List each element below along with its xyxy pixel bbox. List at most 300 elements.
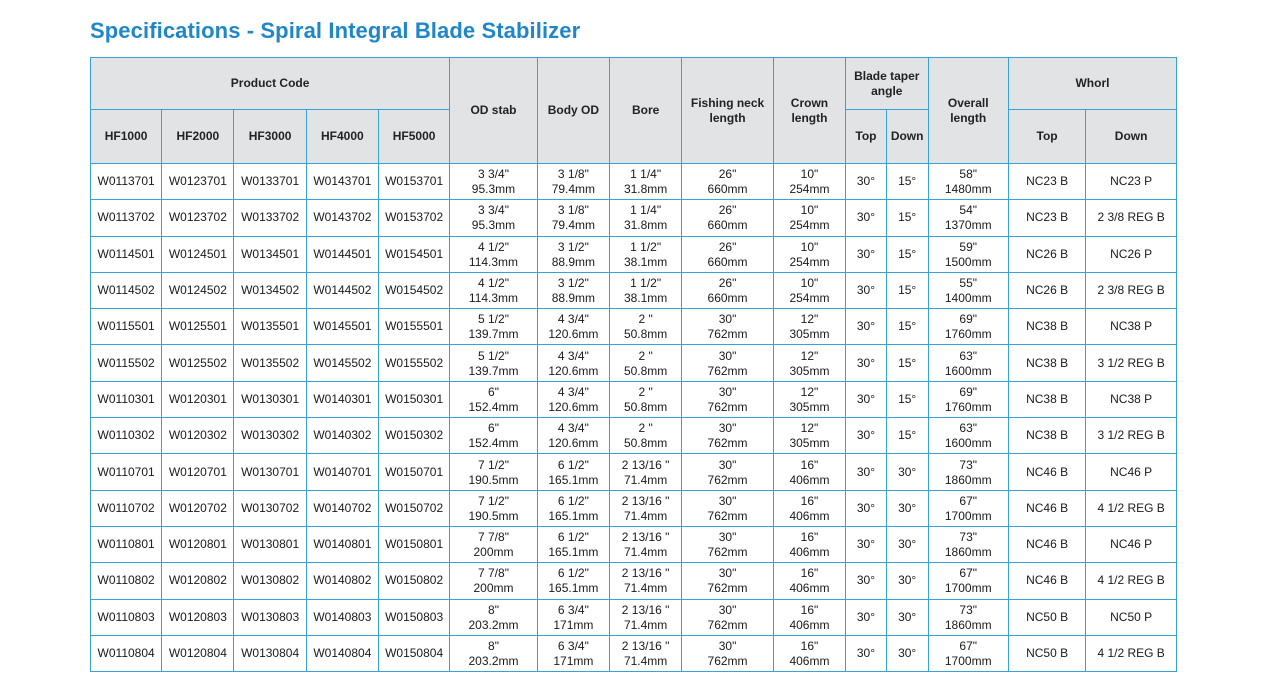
- fishing-neck-cell-imperial: 30": [718, 566, 737, 581]
- overall-length-cell-imperial: 73": [959, 530, 978, 545]
- table-row: [91, 454, 1177, 490]
- fishing-neck-cell: [682, 563, 774, 599]
- od-stab-cell-metric: 95.3mm: [471, 218, 516, 233]
- fishing-neck-cell-metric: 762mm: [707, 545, 748, 560]
- product-code-cell: W0154501: [378, 236, 449, 272]
- fishing-neck-cell-metric: 762mm: [707, 654, 748, 668]
- body-od-cell-metric: 171mm: [553, 654, 594, 668]
- od-stab-cell: [450, 345, 538, 381]
- overall-length-cell-metric: 1400mm: [944, 291, 992, 306]
- overall-length-cell-metric: 1860mm: [944, 617, 992, 632]
- bore-cell-imperial: 2 ": [638, 312, 653, 327]
- product-code-cell: W0143701: [306, 164, 378, 200]
- crown-cell: [773, 381, 845, 417]
- bore-cell-metric: 71.4mm: [623, 508, 668, 523]
- body-od-cell-imperial: 3 1/8": [557, 167, 589, 182]
- bore-cell-metric: 71.4mm: [623, 545, 668, 560]
- product-code-cell: W0110803: [91, 599, 162, 635]
- crown-cell: [773, 164, 845, 200]
- product-code-cell: W0114501: [91, 236, 162, 272]
- product-code-cell: W0130301: [234, 381, 306, 417]
- body-od-cell-metric: 120.6mm: [548, 363, 599, 378]
- product-code-cell: W0120803: [162, 599, 234, 635]
- crown-cell-imperial: 10": [800, 203, 819, 218]
- table-row: [91, 200, 1177, 236]
- bore-cell: [610, 454, 682, 490]
- blade-top-cell: 30°: [846, 635, 887, 671]
- whorl-top-cell: NC46 B: [1008, 526, 1085, 562]
- body-od-cell: [537, 309, 609, 345]
- blade-down-cell: 15°: [886, 418, 928, 454]
- product-code-cell: W0144502: [306, 272, 378, 308]
- overall-length-cell-metric: 1700mm: [944, 508, 992, 523]
- header-od-stab: OD stab: [450, 58, 538, 164]
- fishing-neck-cell: [682, 236, 774, 272]
- od-stab-cell: [450, 418, 538, 454]
- blade-top-cell: 30°: [846, 345, 887, 381]
- whorl-top-cell: NC26 B: [1008, 272, 1085, 308]
- body-od-cell-metric: 171mm: [553, 617, 594, 632]
- crown-cell: [773, 454, 845, 490]
- crown-cell-metric: 305mm: [789, 363, 830, 378]
- product-code-cell: W0110801: [91, 526, 162, 562]
- od-stab-cell-imperial: 5 1/2": [478, 312, 509, 327]
- od-stab-cell-metric: 95.3mm: [471, 182, 516, 197]
- fishing-neck-cell-metric: 762mm: [707, 399, 748, 414]
- overall-length-cell-imperial: 63": [959, 421, 978, 436]
- crown-cell-imperial: 12": [800, 421, 819, 436]
- fishing-neck-cell: [682, 454, 774, 490]
- header-blade-taper: Blade taper angle: [846, 58, 928, 110]
- product-code-cell: W0135502: [234, 345, 306, 381]
- fishing-neck-cell: [682, 345, 774, 381]
- overall-length-cell-metric: 1600mm: [944, 363, 992, 378]
- whorl-down-cell: NC50 P: [1086, 599, 1177, 635]
- product-code-cell: W0144501: [306, 236, 378, 272]
- product-code-cell: W0110302: [91, 418, 162, 454]
- od-stab-cell-imperial: 3 3/4": [478, 203, 509, 218]
- overall-length-cell-imperial: 73": [959, 457, 978, 472]
- bore-cell: [610, 490, 682, 526]
- overall-length-cell-metric: 1760mm: [944, 327, 992, 342]
- overall-length-cell: [928, 200, 1008, 236]
- od-stab-cell-metric: 139.7mm: [468, 327, 519, 342]
- bore-cell-imperial: 1 1/2": [630, 239, 662, 254]
- bore-cell-metric: 31.8mm: [623, 218, 668, 233]
- blade-top-cell: 30°: [846, 490, 887, 526]
- crown-cell: [773, 526, 845, 562]
- overall-length-cell-imperial: 67": [959, 493, 978, 508]
- table-row: [91, 164, 1177, 200]
- bore-cell-imperial: 2 13/16 ": [621, 602, 670, 617]
- blade-down-cell: 15°: [886, 345, 928, 381]
- fishing-neck-cell-metric: 762mm: [707, 363, 748, 378]
- product-code-cell: W0125502: [162, 345, 234, 381]
- crown-cell-metric: 406mm: [789, 545, 830, 560]
- body-od-cell-metric: 165.1mm: [548, 545, 599, 560]
- bore-cell: [610, 272, 682, 308]
- body-od-cell: [537, 345, 609, 381]
- product-code-cell: W0130801: [234, 526, 306, 562]
- whorl-top-cell: NC26 B: [1008, 236, 1085, 272]
- fishing-neck-cell-metric: 762mm: [707, 436, 748, 451]
- whorl-top-cell: NC38 B: [1008, 345, 1085, 381]
- fishing-neck-cell: [682, 272, 774, 308]
- body-od-cell-imperial: 6 1/2": [557, 493, 589, 508]
- body-od-cell: [537, 563, 609, 599]
- fishing-neck-cell-imperial: 26": [718, 167, 737, 182]
- overall-length-cell: [928, 563, 1008, 599]
- od-stab-cell: [450, 526, 538, 562]
- spec-table-body: [91, 164, 1177, 672]
- bore-cell-imperial: 2 13/16 ": [621, 639, 670, 653]
- od-stab-cell: [450, 381, 538, 417]
- body-od-cell-metric: 165.1mm: [548, 581, 599, 596]
- whorl-down-cell: NC26 P: [1086, 236, 1177, 272]
- whorl-top-cell: NC23 B: [1008, 200, 1085, 236]
- whorl-top-cell: NC38 B: [1008, 418, 1085, 454]
- bore-cell: [610, 200, 682, 236]
- table-row: [91, 236, 1177, 272]
- body-od-cell: [537, 490, 609, 526]
- od-stab-cell-metric: 114.3mm: [468, 291, 519, 306]
- overall-length-cell-imperial: 67": [959, 566, 978, 581]
- product-code-cell: W0120701: [162, 454, 234, 490]
- od-stab-cell: [450, 454, 538, 490]
- bore-cell-imperial: 2 13/16 ": [621, 493, 670, 508]
- whorl-down-cell: NC46 P: [1086, 526, 1177, 562]
- overall-length-cell-metric: 1700mm: [944, 654, 992, 668]
- fishing-neck-cell-metric: 660mm: [707, 254, 748, 269]
- crown-cell-metric: 406mm: [789, 472, 830, 487]
- product-code-cell: W0123701: [162, 164, 234, 200]
- fishing-neck-cell: [682, 200, 774, 236]
- product-code-cell: W0150802: [378, 563, 449, 599]
- header-code-4: HF4000: [306, 110, 378, 164]
- whorl-top-cell: NC23 B: [1008, 164, 1085, 200]
- overall-length-cell: [928, 345, 1008, 381]
- product-code-cell: W0150804: [378, 635, 449, 671]
- product-code-cell: W0150702: [378, 490, 449, 526]
- product-code-cell: W0140803: [306, 599, 378, 635]
- overall-length-cell-imperial: 69": [959, 384, 978, 399]
- overall-length-cell-imperial: 63": [959, 348, 978, 363]
- bore-cell-imperial: 1 1/4": [630, 203, 662, 218]
- crown-cell-imperial: 10": [800, 167, 819, 182]
- od-stab-cell: [450, 236, 538, 272]
- product-code-cell: W0120802: [162, 563, 234, 599]
- bore-cell-metric: 31.8mm: [623, 182, 668, 197]
- crown-cell-imperial: 16": [800, 457, 819, 472]
- fishing-neck-cell-imperial: 30": [718, 348, 737, 363]
- blade-top-cell: 30°: [846, 599, 887, 635]
- crown-cell-metric: 406mm: [789, 508, 830, 523]
- overall-length-cell-metric: 1480mm: [944, 182, 992, 197]
- bore-cell-imperial: 1 1/4": [630, 167, 662, 182]
- fishing-neck-cell-imperial: 30": [718, 312, 737, 327]
- fishing-neck-cell-metric: 762mm: [707, 581, 748, 596]
- product-code-cell: W0123702: [162, 200, 234, 236]
- header-body-od: Body OD: [537, 58, 609, 164]
- od-stab-cell: [450, 599, 538, 635]
- bore-cell-imperial: 2 ": [638, 384, 653, 399]
- od-stab-cell-imperial: 5 1/2": [478, 348, 509, 363]
- product-code-cell: W0150803: [378, 599, 449, 635]
- blade-top-cell: 30°: [846, 563, 887, 599]
- body-od-cell: [537, 200, 609, 236]
- overall-length-cell-metric: 1600mm: [944, 436, 992, 451]
- od-stab-cell-metric: 139.7mm: [468, 363, 519, 378]
- body-od-cell-imperial: 4 3/4": [557, 384, 589, 399]
- product-code-cell: W0150801: [378, 526, 449, 562]
- whorl-down-cell: NC23 P: [1086, 164, 1177, 200]
- body-od-cell-imperial: 4 3/4": [557, 348, 589, 363]
- table-row: [91, 599, 1177, 635]
- body-od-cell-imperial: 6 3/4": [557, 602, 589, 617]
- whorl-down-cell: 4 1/2 REG B: [1086, 490, 1177, 526]
- product-code-cell: W0153701: [378, 164, 449, 200]
- bore-cell-metric: 38.1mm: [623, 291, 668, 306]
- table-row: [91, 563, 1177, 599]
- whorl-top-cell: NC46 B: [1008, 490, 1085, 526]
- bore-cell-metric: 71.4mm: [623, 581, 668, 596]
- product-code-cell: W0130701: [234, 454, 306, 490]
- bore-cell-metric: 50.8mm: [623, 327, 668, 342]
- fishing-neck-cell-metric: 660mm: [707, 182, 748, 197]
- overall-length-cell-imperial: 69": [959, 312, 978, 327]
- whorl-down-cell: NC38 P: [1086, 381, 1177, 417]
- product-code-cell: W0140801: [306, 526, 378, 562]
- crown-cell-metric: 406mm: [789, 617, 830, 632]
- bore-cell-imperial: 2 13/16 ": [621, 530, 670, 545]
- overall-length-cell-metric: 1760mm: [944, 399, 992, 414]
- header-code-2: HF2000: [162, 110, 234, 164]
- od-stab-cell-imperial: 3 3/4": [478, 167, 509, 182]
- bore-cell: [610, 599, 682, 635]
- blade-down-cell: 30°: [886, 490, 928, 526]
- od-stab-cell-metric: 190.5mm: [468, 472, 519, 487]
- blade-top-cell: 30°: [846, 164, 887, 200]
- crown-cell-metric: 305mm: [789, 436, 830, 451]
- crown-cell: [773, 599, 845, 635]
- product-code-cell: W0124502: [162, 272, 234, 308]
- body-od-cell-metric: 88.9mm: [551, 291, 596, 306]
- whorl-down-cell: 4 1/2 REG B: [1086, 563, 1177, 599]
- overall-length-cell-metric: 1700mm: [944, 581, 992, 596]
- product-code-cell: W0153702: [378, 200, 449, 236]
- product-code-cell: W0133701: [234, 164, 306, 200]
- bore-cell-imperial: 2 ": [638, 348, 653, 363]
- od-stab-cell-imperial: 7 7/8": [478, 530, 509, 545]
- fishing-neck-cell-imperial: 26": [718, 276, 737, 291]
- body-od-cell-imperial: 6 1/2": [557, 457, 589, 472]
- overall-length-cell: [928, 272, 1008, 308]
- od-stab-cell: [450, 200, 538, 236]
- product-code-cell: W0145501: [306, 309, 378, 345]
- product-code-cell: W0140804: [306, 635, 378, 671]
- overall-length-cell-imperial: 54": [959, 203, 978, 218]
- bore-cell: [610, 236, 682, 272]
- od-stab-cell-metric: 152.4mm: [468, 399, 519, 414]
- bore-cell-metric: 71.4mm: [623, 654, 668, 668]
- product-code-cell: W0140302: [306, 418, 378, 454]
- bore-cell-imperial: 2 13/16 ": [621, 566, 670, 581]
- blade-down-cell: 30°: [886, 563, 928, 599]
- blade-down-cell: 15°: [886, 236, 928, 272]
- bore-cell-metric: 50.8mm: [623, 399, 668, 414]
- fishing-neck-cell-imperial: 30": [718, 602, 737, 617]
- crown-cell-metric: 254mm: [789, 291, 830, 306]
- crown-cell-metric: 406mm: [789, 581, 830, 596]
- body-od-cell: [537, 418, 609, 454]
- bore-cell-metric: 38.1mm: [623, 254, 668, 269]
- body-od-cell-metric: 165.1mm: [548, 472, 599, 487]
- product-code-cell: W0115501: [91, 309, 162, 345]
- od-stab-cell-imperial: 7 7/8": [478, 566, 509, 581]
- overall-length-cell-imperial: 59": [959, 239, 978, 254]
- body-od-cell-metric: 165.1mm: [548, 508, 599, 523]
- bore-cell: [610, 309, 682, 345]
- product-code-cell: W0110802: [91, 563, 162, 599]
- overall-length-cell-metric: 1860mm: [944, 545, 992, 560]
- body-od-cell-imperial: 4 3/4": [557, 421, 589, 436]
- table-row: [91, 490, 1177, 526]
- whorl-top-cell: NC38 B: [1008, 381, 1085, 417]
- product-code-cell: W0130302: [234, 418, 306, 454]
- od-stab-cell-metric: 190.5mm: [468, 508, 519, 523]
- whorl-top-cell: NC46 B: [1008, 563, 1085, 599]
- fishing-neck-cell-imperial: 30": [718, 384, 737, 399]
- bore-cell: [610, 418, 682, 454]
- overall-length-cell-imperial: 67": [959, 639, 978, 653]
- header-whorl: Whorl: [1008, 58, 1176, 110]
- whorl-top-cell: NC38 B: [1008, 309, 1085, 345]
- overall-length-cell: [928, 164, 1008, 200]
- whorl-top-cell: NC50 B: [1008, 635, 1085, 671]
- body-od-cell: [537, 454, 609, 490]
- product-code-cell: W0120801: [162, 526, 234, 562]
- header-bore: Bore: [610, 58, 682, 164]
- product-code-cell: W0110702: [91, 490, 162, 526]
- crown-cell-metric: 254mm: [789, 218, 830, 233]
- crown-cell: [773, 490, 845, 526]
- blade-down-cell: 30°: [886, 454, 928, 490]
- body-od-cell-metric: 120.6mm: [548, 399, 599, 414]
- overall-length-cell: [928, 526, 1008, 562]
- product-code-cell: W0155502: [378, 345, 449, 381]
- fishing-neck-cell-metric: 762mm: [707, 617, 748, 632]
- header-crown: Crown length: [773, 58, 845, 164]
- od-stab-cell-imperial: 4 1/2": [478, 276, 509, 291]
- product-code-cell: W0154502: [378, 272, 449, 308]
- fishing-neck-cell-imperial: 30": [718, 421, 737, 436]
- header-whorl-down: Down: [1086, 110, 1177, 164]
- crown-cell: [773, 635, 845, 671]
- crown-cell: [773, 563, 845, 599]
- bore-cell: [610, 635, 682, 671]
- overall-length-cell-metric: 1860mm: [944, 472, 992, 487]
- od-stab-cell-metric: 114.3mm: [468, 254, 519, 269]
- bore-cell: [610, 164, 682, 200]
- bore-cell-metric: 71.4mm: [623, 617, 668, 632]
- bore-cell: [610, 381, 682, 417]
- whorl-down-cell: 2 3/8 REG B: [1086, 272, 1177, 308]
- crown-cell-imperial: 12": [800, 384, 819, 399]
- fishing-neck-cell: [682, 635, 774, 671]
- fishing-neck-cell: [682, 418, 774, 454]
- body-od-cell-imperial: 6 1/2": [557, 566, 589, 581]
- od-stab-cell: [450, 309, 538, 345]
- product-code-cell: W0113701: [91, 164, 162, 200]
- overall-length-cell-metric: 1500mm: [944, 254, 992, 269]
- overall-length-cell: [928, 490, 1008, 526]
- header-code-5: HF5000: [378, 110, 449, 164]
- od-stab-cell-imperial: 8": [488, 602, 499, 617]
- fishing-neck-cell-metric: 660mm: [707, 218, 748, 233]
- crown-cell: [773, 345, 845, 381]
- overall-length-cell-imperial: 55": [959, 276, 978, 291]
- body-od-cell-imperial: 3 1/2": [557, 276, 589, 291]
- blade-top-cell: 30°: [846, 200, 887, 236]
- header-overall: Overall length: [928, 58, 1008, 164]
- table-row: [91, 526, 1177, 562]
- overall-length-cell: [928, 381, 1008, 417]
- od-stab-cell-metric: 152.4mm: [468, 436, 519, 451]
- product-code-cell: W0125501: [162, 309, 234, 345]
- product-code-cell: W0113702: [91, 200, 162, 236]
- body-od-cell: [537, 599, 609, 635]
- product-code-cell: W0134502: [234, 272, 306, 308]
- crown-cell-imperial: 12": [800, 312, 819, 327]
- product-code-cell: W0133702: [234, 200, 306, 236]
- spec-table: [90, 57, 1177, 672]
- product-code-cell: W0110804: [91, 635, 162, 671]
- fishing-neck-cell-metric: 660mm: [707, 291, 748, 306]
- product-code-cell: W0110301: [91, 381, 162, 417]
- overall-length-cell: [928, 635, 1008, 671]
- header-code-3: HF3000: [234, 110, 306, 164]
- bore-cell-metric: 71.4mm: [623, 472, 668, 487]
- product-code-cell: W0150701: [378, 454, 449, 490]
- body-od-cell-metric: 79.4mm: [551, 182, 596, 197]
- page-title: Specifications - Spiral Integral Blade Stabilizer: [90, 18, 581, 43]
- overall-length-cell-imperial: 73": [959, 602, 978, 617]
- overall-length-cell-metric: 1370mm: [944, 218, 992, 233]
- fishing-neck-cell: [682, 309, 774, 345]
- od-stab-cell-metric: 203.2mm: [468, 654, 519, 668]
- fishing-neck-cell: [682, 490, 774, 526]
- product-code-cell: W0124501: [162, 236, 234, 272]
- bore-cell-imperial: 1 1/2": [630, 276, 662, 291]
- body-od-cell-imperial: 3 1/8": [557, 203, 589, 218]
- bore-cell-imperial: 2 ": [638, 421, 653, 436]
- blade-down-cell: 30°: [886, 599, 928, 635]
- product-code-cell: W0130803: [234, 599, 306, 635]
- crown-cell: [773, 418, 845, 454]
- product-code-cell: W0140701: [306, 454, 378, 490]
- od-stab-cell-imperial: 6": [488, 421, 499, 436]
- header-fishing-neck: Fishing neck length: [682, 58, 774, 164]
- whorl-down-cell: NC38 P: [1086, 309, 1177, 345]
- crown-cell-metric: 305mm: [789, 399, 830, 414]
- crown-cell-metric: 305mm: [789, 327, 830, 342]
- table-row: [91, 418, 1177, 454]
- product-code-cell: W0120702: [162, 490, 234, 526]
- product-code-cell: W0140802: [306, 563, 378, 599]
- whorl-down-cell: 4 1/2 REG B: [1086, 635, 1177, 671]
- blade-top-cell: 30°: [846, 236, 887, 272]
- table-row: [91, 272, 1177, 308]
